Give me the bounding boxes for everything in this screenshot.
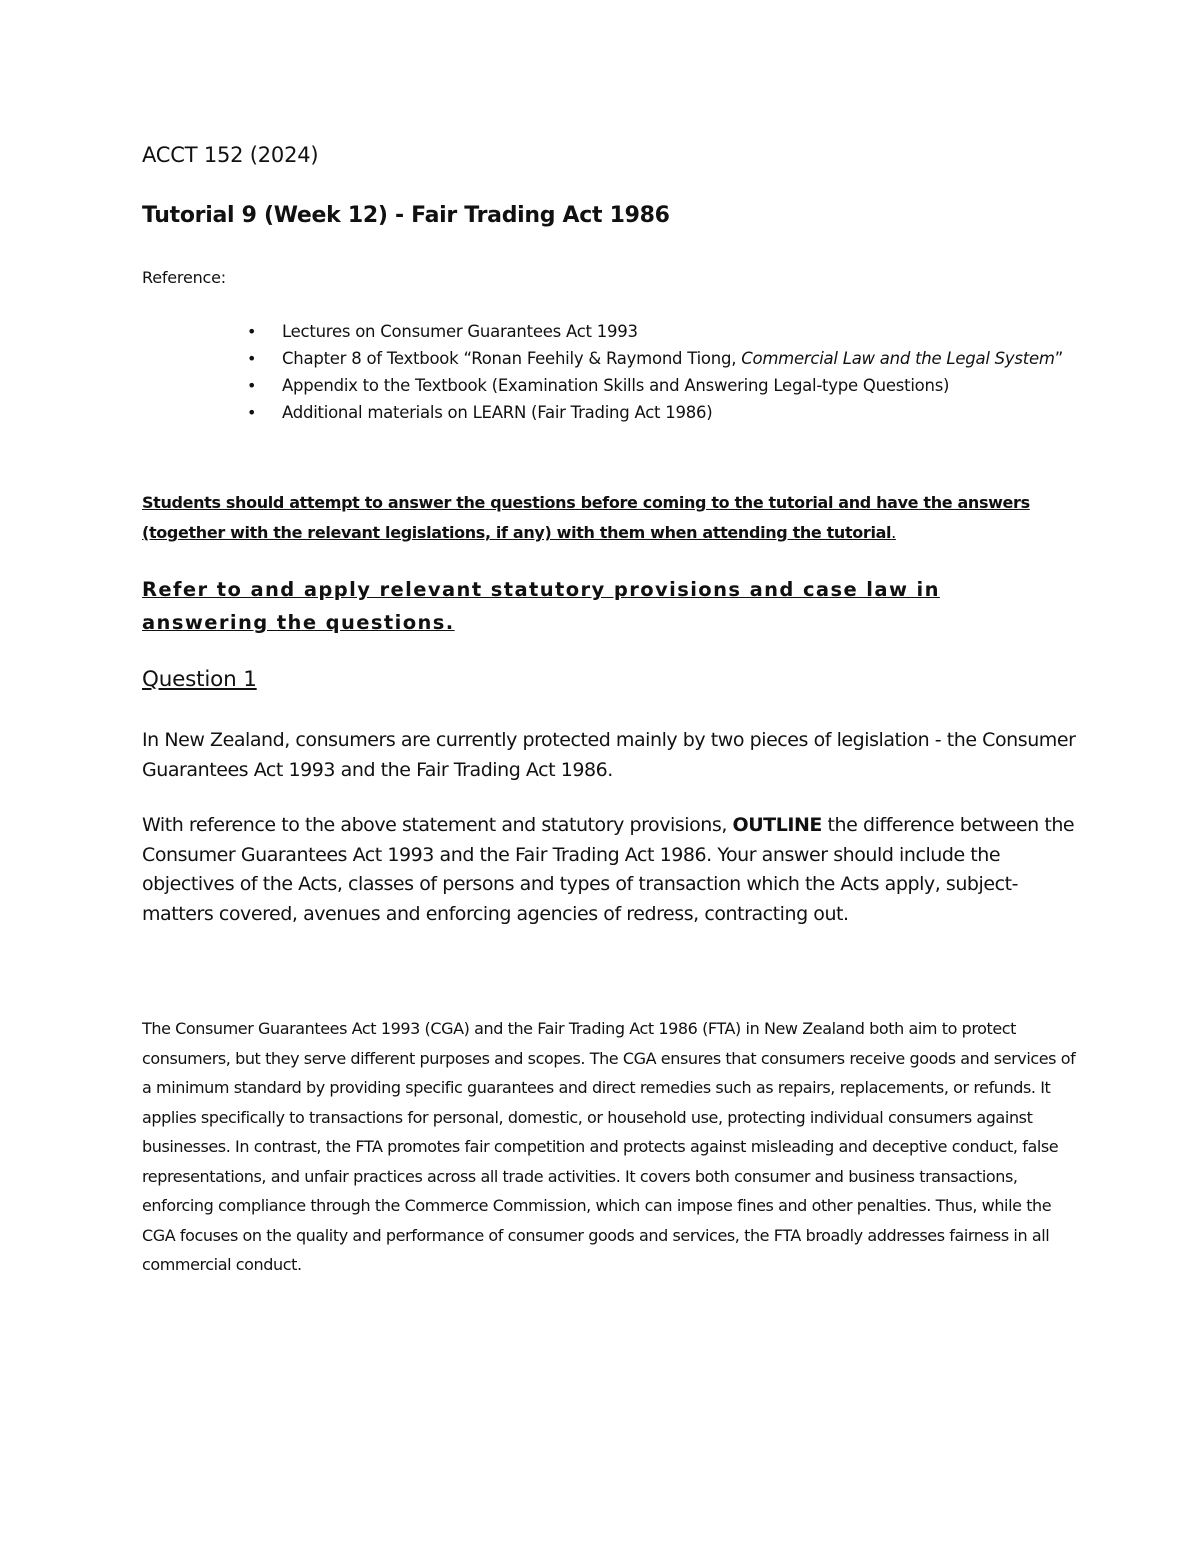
question-paragraph-2 [142,811,1077,929]
reference-text: Appendix to the Textbook (Examination Skills and Answering Legal-type Questions) [282,376,950,395]
question-paragraph-2-end: the difference between the Consumer Guarantees Act 1993 and the Fair Trading Act 1986. Your answer should include the objectives of the Acts, classes of persons and types of transaction which the Acts apply, subject-matters covered, avenues and enforcing agencies of redress, contracting out. [142,814,1075,925]
bullet-icon: • [247,322,257,341]
bullet-icon: • [247,349,257,368]
attendance-notice-period: . [891,523,896,542]
course-code: ACCT 152 (2024) [142,143,319,167]
reference-text: Lectures on Consumer Guarantees Act 1993 [282,322,638,341]
question-heading: Question 1 [142,667,257,692]
tutorial-title: Tutorial 9 (Week 12) - Fair Trading Act 1986 [142,203,670,228]
question-paragraph-2-start: With reference to the above statement and statutory provisions, [142,814,733,836]
reference-item [0,318,1072,345]
question-keyword: OUTLINE [732,814,822,836]
attendance-notice [142,488,1072,548]
reference-item [0,372,1072,399]
attendance-notice-text: Students should attempt to answer the questions before coming to the tutorial and have the answers (together with the relevant legislations, if any) with them when attending the tutorial [142,493,1030,542]
reference-item [0,345,1072,372]
reference-text: Chapter 8 of Textbook “Ronan Feehily & Raymond Tiong, [282,349,742,368]
reference-label: Reference: [142,268,226,287]
question-paragraph-1: In New Zealand, consumers are currently protected mainly by two pieces of legislation - the Consumer Guarantees Act 1993 and the Fair Trading Act 1986. [142,729,1076,781]
bullet-icon: • [247,376,257,395]
reference-text-end: ” [1054,349,1063,368]
reference-text-italic: Commercial Law and the Legal System [741,349,1055,368]
instruction-heading: Refer to and apply relevant statutory provisions and case law in answering the questions. [142,578,940,634]
bullet-icon: • [247,403,257,422]
answer-paragraph: The Consumer Guarantees Act 1993 (CGA) and the Fair Trading Act 1986 (FTA) in New Zealand both aim to protect consumers, but they serve different purposes and scopes. The CGA ensures that consumers receive goods and services of a minimum standard by providing specific guarantees and direct remedies such as repairs, replacements, or refunds. It applies specifically to transactions for personal, domestic, or household use, protecting individual consumers against businesses. In contrast, the FTA promotes fair competition and protects against misleading and deceptive conduct, false representations, and unfair practices across all trade activities. It covers both consumer and business transactions, enforcing compliance through the Commerce Commission, which can impose fines and other penalties. Thus, while the CGA focuses on the quality and performance of consumer goods and services, the FTA broadly addresses fairness in all commercial conduct. [142,1019,1076,1274]
reference-list [0,318,1200,426]
reference-text: Additional materials on LEARN (Fair Trading Act 1986) [282,403,713,422]
reference-item [0,399,1072,426]
